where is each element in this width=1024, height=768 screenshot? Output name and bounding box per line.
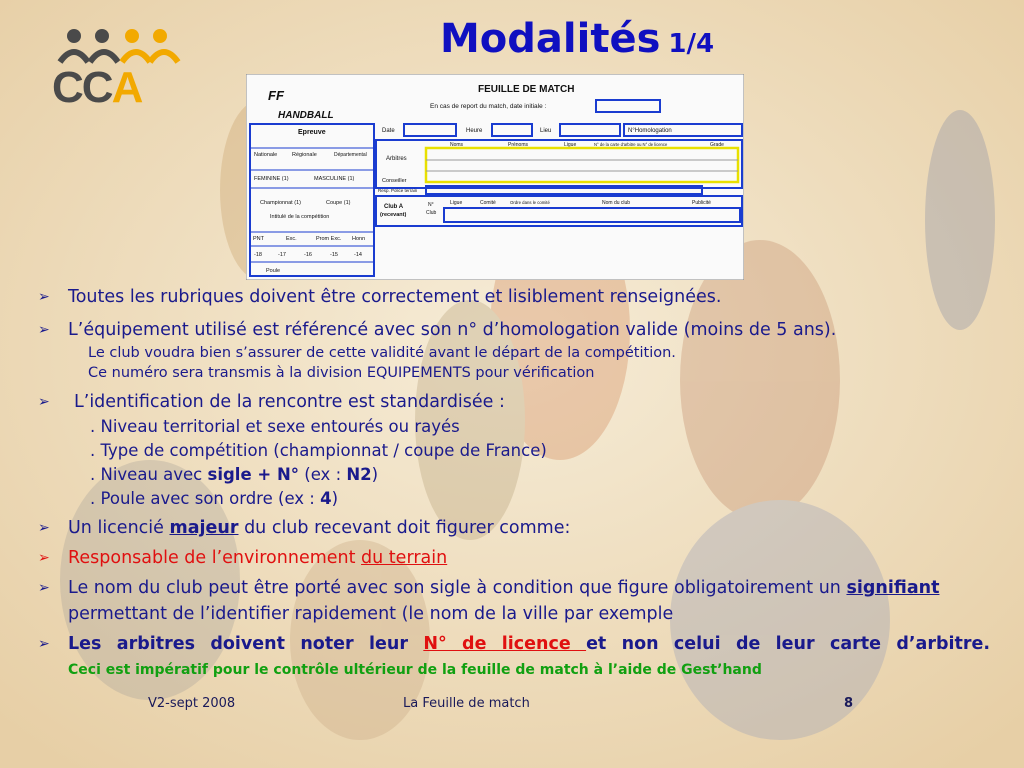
- bullet-4-text: [68, 515, 990, 541]
- form-comp-title: Intitulé de la compétition: [270, 214, 330, 220]
- bullet-2: [38, 317, 990, 343]
- form-report-line: En cas de report du match, date initiale :: [430, 103, 547, 110]
- bullet-2-sub-1: Le club voudra bien s’assurer de cette validité avant le départ de la compétition.: [88, 345, 676, 361]
- bullet-4-part-a: Un licencié: [68, 518, 170, 538]
- bullet-3-text: L’identification de la rencontre est standardisée :: [74, 392, 505, 412]
- line-3-part-d: N2: [346, 465, 372, 484]
- bullet-6: [38, 575, 990, 627]
- bullet-3-line-3: [90, 463, 990, 487]
- form-club-ligue: Ligue: [450, 200, 463, 206]
- form-grade-pnt: PNT: [253, 236, 264, 242]
- bullet-7-text: [68, 631, 990, 683]
- form-championnat: Championnat (1): [260, 200, 301, 206]
- form-level-1: Nationale: [254, 152, 278, 158]
- bullet-7-note: Ceci est impératif pour le contrôle ultérieur de la feuille de match à l’aide de Gest’hand: [68, 662, 762, 678]
- title-text: Modalités: [440, 16, 661, 62]
- form-club-comite: Comité: [480, 200, 496, 206]
- form-col-prenoms: Prénoms: [508, 142, 529, 148]
- bullet-3: [38, 389, 990, 415]
- form-arbitres: Arbitres: [386, 156, 407, 162]
- line-4-part-a: . Poule avec son ordre (ex :: [90, 489, 321, 508]
- form-col-noms: Noms: [450, 142, 464, 148]
- form-brand: FF: [268, 88, 284, 103]
- form-brand-sub: HANDBALL: [278, 110, 334, 121]
- form-homologation: N°Homologation: [628, 128, 672, 134]
- match-sheet-image: [246, 74, 744, 280]
- bullet-6-text: [68, 575, 990, 627]
- form-grade-honn: Honn: [352, 236, 366, 242]
- club-logo: CCA: [46, 22, 186, 114]
- bullet-4-part-b: majeur: [169, 518, 239, 538]
- bullet-2-sub-2: Ce numéro sera transmis à la division EQUIPEMENTS pour vérification: [88, 365, 595, 381]
- bullet-5-part-a: Responsable de l’environnement: [68, 548, 362, 568]
- bullet-5: [38, 545, 990, 571]
- bullet-4-part-c: du club recevant doit figurer comme:: [238, 518, 571, 538]
- bullet-1-text: Toutes les rubriques doivent être correctement et lisiblement renseignées.: [68, 287, 722, 307]
- line-4-part-b: 4: [320, 489, 332, 508]
- bullet-list: [38, 284, 990, 683]
- form-level-2: Régionale: [292, 152, 317, 158]
- arrow-icon: ➢: [38, 636, 50, 652]
- bullet-7-line-1: [68, 631, 990, 657]
- bullet-3-line-4: [90, 487, 990, 511]
- arrow-icon: ➢: [38, 322, 50, 338]
- line-3-part-c: (ex :: [299, 465, 347, 484]
- footer-version: V2-sept 2008: [148, 696, 236, 711]
- line-3-part-b: sigle + N°: [207, 465, 300, 484]
- form-coupe: Coupe (1): [326, 200, 351, 206]
- form-club-ordre: Ordre dans le comité: [510, 200, 550, 205]
- form-club-a: Club A: [384, 204, 404, 210]
- form-age-17: -17: [278, 252, 286, 258]
- bullet-1: [38, 284, 990, 310]
- bullet-6-part-b: signifiant: [846, 578, 940, 598]
- bullet-3-line-1: . Niveau territorial et sexe entourés ou rayés: [90, 417, 460, 436]
- arrow-icon: ➢: [38, 580, 50, 596]
- form-poule: Poule: [266, 268, 281, 274]
- form-grade-exc: Exc.: [286, 236, 297, 242]
- bullet-6-part-a: Le nom du club peut être porté avec son sigle à condition que figure obligatoirement un: [68, 578, 847, 598]
- form-age-18: -18: [254, 252, 262, 258]
- bullet-4: [38, 515, 990, 541]
- footer-page-number: 8: [844, 696, 854, 711]
- bullet-6-part-c: permettant de l’identifier rapidement (le nom de la ville par exemple: [68, 604, 674, 624]
- form-gender-m: MASCULINE (1): [314, 176, 355, 182]
- form-lieu: Lieu: [540, 128, 552, 134]
- form-resp-police: Resp. Police terrain: [378, 188, 418, 193]
- bullet-2-text: L’équipement utilisé est référencé avec son n° d’homologation valide (moins de 5 ans).: [68, 320, 837, 340]
- bullet-7-part-a: Les arbitres doivent noter leur: [68, 634, 424, 654]
- bullet-5-text: [68, 545, 990, 571]
- bullet-3-line-2: . Type de compétition (championnat / coupe de France): [90, 441, 547, 460]
- footer-title: La Feuille de match: [403, 696, 530, 711]
- arrow-icon: ➢: [38, 394, 50, 410]
- page-indicator: 1/4: [668, 29, 715, 59]
- form-date: Date: [382, 128, 395, 134]
- bullet-7-part-c: et non celui de leur carte d’arbitre.: [586, 634, 990, 654]
- form-heure: Heure: [466, 128, 483, 134]
- arrow-icon: ➢: [38, 550, 50, 566]
- arrow-icon: ➢: [38, 289, 50, 305]
- form-age-15: -15: [330, 252, 338, 258]
- form-level-3: Départemental: [334, 152, 367, 158]
- bullet-7-part-b: N° de licence: [423, 634, 587, 654]
- bullet-5-part-b: du terrain: [361, 548, 448, 568]
- form-club-nom: Nom du club: [602, 200, 631, 206]
- arrow-icon: ➢: [38, 520, 50, 536]
- slide-footer: [0, 696, 1024, 726]
- line-3-part-a: . Niveau avec: [90, 465, 208, 484]
- page-title: [440, 16, 714, 62]
- form-club-pub: Publicité: [692, 200, 711, 206]
- form-grade-prom: Prom Exc.: [316, 236, 342, 242]
- form-club-no: N°: [428, 202, 434, 208]
- form-gender-f: FEMININE (1): [254, 176, 289, 182]
- form-club-recevant: (recevant): [380, 212, 407, 218]
- form-heading: FEUILLE DE MATCH: [478, 84, 575, 95]
- form-epreuve: Epreuve: [298, 129, 326, 136]
- form-col-grade: Grade: [710, 142, 724, 148]
- form-age-14: -14: [354, 252, 362, 258]
- line-3-part-e: ): [371, 465, 379, 484]
- form-club-club: Club: [426, 210, 437, 216]
- form-conseiller: Conseiller: [382, 178, 407, 184]
- form-age-16: -16: [304, 252, 312, 258]
- form-col-carte: N° de la carte d'arbitre ou N° de licence: [594, 142, 668, 147]
- bullet-7: [38, 631, 990, 683]
- form-col-ligue: Ligue: [564, 142, 577, 148]
- line-4-part-c: ): [331, 489, 339, 508]
